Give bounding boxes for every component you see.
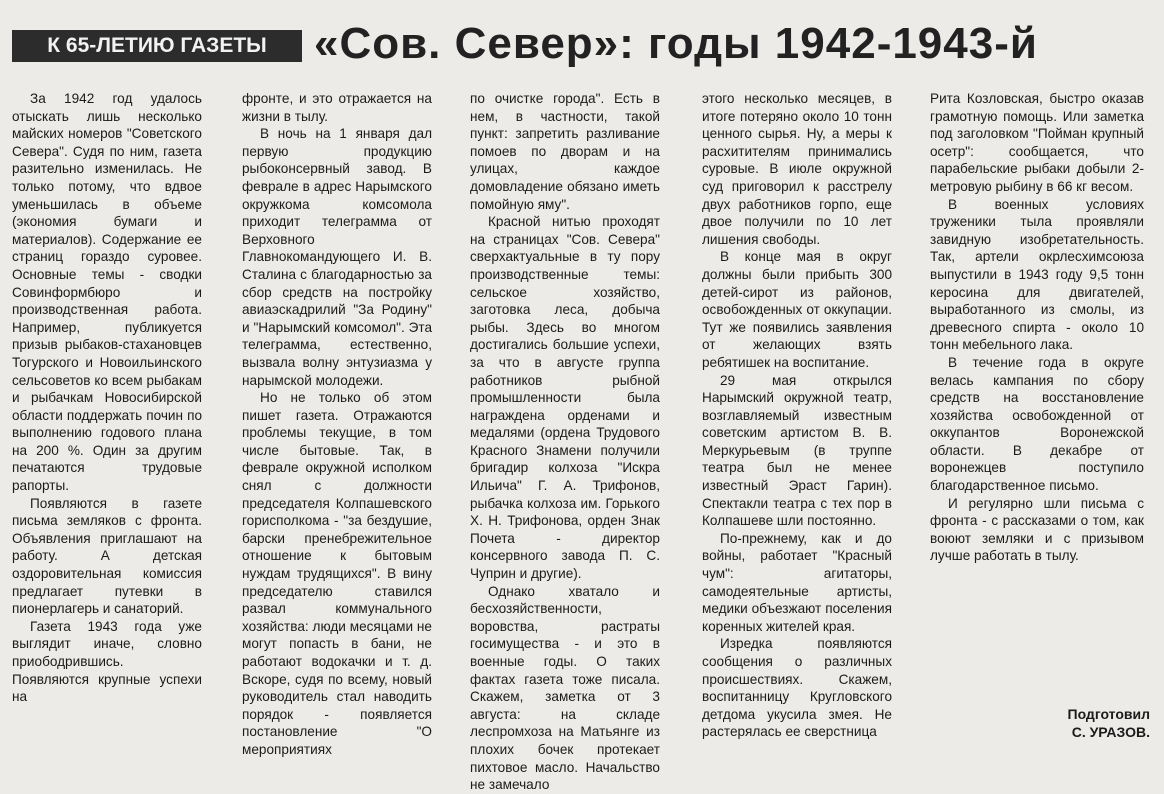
author-signature: [930, 705, 1150, 741]
paragraph: по очистке города". Есть в нем, в частности, такой пункт: запретить разливание помоев по дворам и на улицах, каждое домовладение обязано иметь помойную яму".: [470, 91, 660, 212]
text-column-5: [930, 90, 1144, 750]
text-column-2: [242, 90, 432, 757]
text-column-4: [702, 90, 892, 750]
paragraph: В ночь на 1 января дал первую продукцию рыбоконсервный завод. В феврале в адрес Нарымского окружкома комсомола приходит телеграмма от Верховного Главнокомандующего И. В. Сталина с благодарностью за сбор средств на постройку авиаэскадрилий "За Родину" и "Нарымский комсомол". Эта телеграмма, естественно, вызвала волну энтузиазма у нарымской молодежи.: [242, 126, 432, 388]
paragraph: Газета 1943 года уже выглядит иначе, словно приободрившись. Появляются крупные успехи на: [12, 618, 202, 705]
paragraph: Появляются в газете письма земляков с фронта. Объявления приглашают на работу. А детская оздоровительная комиссия предлагает путевки в пионерлагерь и санаторий.: [12, 495, 202, 617]
paragraph: И регулярно шли письма с фронта - с рассказами о том, как воюют земляки и с призывом лучше работать в тылу.: [930, 495, 1144, 564]
text-column-3: [470, 90, 660, 793]
paragraph: За 1942 год удалось отыскать лишь несколько майских номеров "Советского Севера". Судя по ним, газета разительно изменилась. Не только потому, что вдвое уменьшилась в объеме (экономия бумаги и материалов). Содержание ее страниц гораздо суровее. Основные темы - сводки Совинформбюро и производственная работа. Например, публикуется призыв рыбаков-стахановцев Тогурского и Новоильинского сельсоветов ко всем рыбакам и рыбачкам Новосибирской области поддержать почин по выполнению годового плана на 200 %. Один за другим печатаются трудовые рапорты.: [12, 91, 202, 494]
paragraph: Однако хватало и бесхозяйственности, воровства, растраты госимущества - и это в военные годы. О таких фактах газета тоже писала. Скажем, заметка от 3 августа: на складе леспромхоза на Матьянге из плохих бочек протекает пихтовое масло. Начальство не замечало: [470, 583, 660, 793]
paragraph: По-прежнему, как и до войны, работает "Красный чум": агитаторы, самодеятельные артисты, медики объезжают поселения коренных жителей края.: [702, 530, 892, 634]
paragraph: Рита Козловская, быстро оказав грамотную помощь. Или заметка под заголовком "Пойман крупный осетр": сообщается, что парабельские рыбаки добыли 2-метровую рыбину в 66 кг весом.: [930, 91, 1144, 194]
paragraph: 29 мая открылся Нарымский окружной театр, возглавляемый известным советским артистом В. В. Меркурьевым (в труппе театра был не менее известный Эраст Гарин). Спектакли театра с тех пор в Колпашеве шли постоянно.: [702, 372, 892, 529]
paragraph: В конце мая в округ должны были прибыть 300 детей-сирот из районов, освобожденных от оккупации. Тут же появились заявления от желающих взять ребятишек на воспитание.: [702, 249, 892, 370]
paragraph: фронте, и это отражается на жизни в тылу.: [242, 91, 432, 124]
paragraph: В военных условиях труженики тыла проявляли завидную изобретательность. Так, артели окрлесхимсоюза выпустили в 1943 году 9,5 тонн керосина для двигателей, выработанного из смолы, из древесного спирта - около 10 тонн мебельного лака.: [930, 196, 1144, 353]
paragraph: Но не только об этом пишет газета. Отражаются проблемы текущие, в том числе бытовые. Так, в феврале окружной исполком снял с должности председателя Колпашевского горисполкома - "за бездушие, барски пренебрежительное отношение к бытовым нуждам трудящихся". В вину председателю ставился развал коммунального хозяйства: люди месяцами не могут попасть в бани, не работают водокачки и т. д. Вскоре, судя по всему, новый руководитель стал наводить порядок - появляется постановление "О мероприятиях: [242, 390, 432, 757]
paragraph: Красной нитью проходят на страницах "Сов. Севера" сверхактуальные в ту пору производственные темы: сельское хозяйство, заготовка леса, добыча рыбы. Здесь во многом достигались большие успехи, за что в августе группа работников рыбной промышленности была награждена орденами и медалями (ордена Трудового Красного Знамени получили бригадир колхоза "Искра Ильича" Г. А. Трифонов, рыбачка колхоза им. Горького Х. Н. Трифонова, орден Знак Почета - директор консервного завода П. С. Чуприн и другие).: [470, 214, 660, 582]
article-title: «Сов. Север»: годы 1942-1943-й: [314, 19, 1038, 68]
rubric-label: К 65-ЛЕТИЮ ГАЗЕТЫ: [12, 30, 302, 62]
text-column-1: [12, 90, 202, 750]
paragraph: этого несколько месяцев, в итоге потеряно около 10 тонн ценного сырья. Ну, а меры к расхитителям принимались суровые. В июле окружной суд приговорил к расстрелу двух работников горпо, еще двое получили по 10 лет лишения свободы.: [702, 91, 892, 247]
author-name: С. УРАЗОВ.: [1071, 724, 1150, 740]
paragraph: Изредка появляются сообщения о различных происшествиях. Скажем, воспитанницу Кругловского детдома укусила змея. Не растерялась ее сверстница: [702, 636, 892, 740]
author-prefix: Подготовил: [1067, 706, 1150, 722]
article-header: [0, 0, 1164, 78]
paragraph: В течение года в округе велась кампания по сбору средств на восстановление хозяйства освобожденной от оккупантов Воронежской области. В декабре от воронежцев поступило благодарственное письмо.: [930, 354, 1144, 494]
